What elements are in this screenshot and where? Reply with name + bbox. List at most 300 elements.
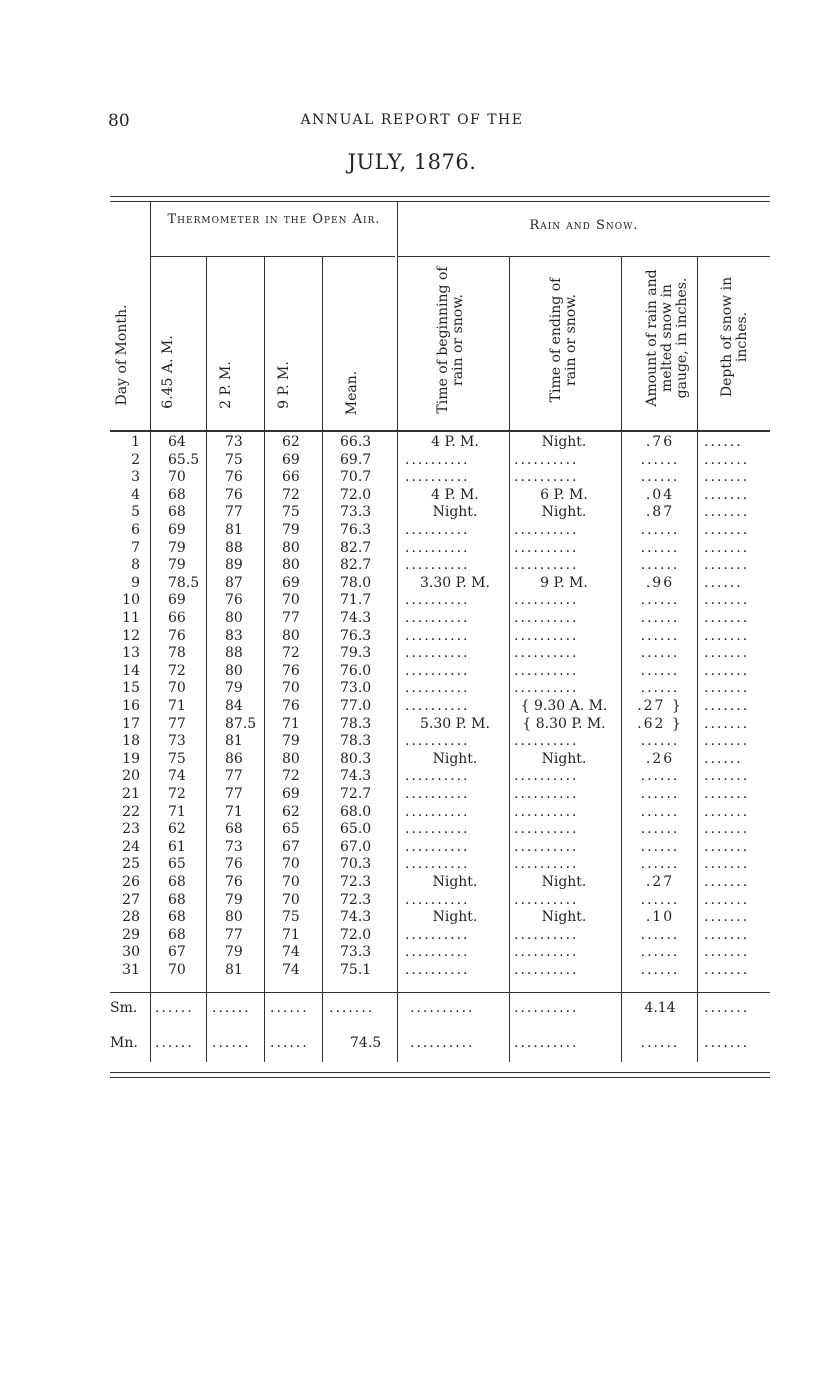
rain-begin-cell: Night. <box>432 750 478 767</box>
mean-row-pm9: ...... <box>270 1035 309 1051</box>
depth-cell: ....... <box>704 874 750 890</box>
column-rule <box>397 201 398 1062</box>
running-head: ANNUAL REPORT OF THE <box>300 112 524 128</box>
day-cell: 26 <box>122 874 140 890</box>
rain-begin-cell: 3.30 P. M. <box>420 574 490 591</box>
sum-row-pm2: ...... <box>212 1000 251 1016</box>
depth-cell: ....... <box>704 715 750 732</box>
rule-bottom-2 <box>110 1077 770 1078</box>
day-cell: 15 <box>122 680 140 697</box>
sum-row-depth: ....... <box>704 1000 750 1016</box>
mean-cell: 79.3 <box>340 645 372 662</box>
day-cell: 22 <box>122 803 140 820</box>
depth-cell: ....... <box>704 733 750 750</box>
rain-begin-cell: Night. <box>432 909 478 926</box>
rain-end-cell: Night. <box>541 504 587 521</box>
rain-begin-cell: .......... <box>405 662 470 679</box>
amount-cell: .62 } <box>637 715 683 732</box>
amount-cell: ...... <box>640 557 680 574</box>
amount-cell: .87 <box>645 504 675 521</box>
mean-cell: 68.0 <box>340 803 372 820</box>
day-cell: 11 <box>122 610 140 626</box>
pm9-cell: 74 <box>282 944 300 961</box>
day-cell: 6 <box>131 522 140 538</box>
rain-end-cell: .......... <box>514 821 579 838</box>
sum-row-pm9: ...... <box>270 1000 309 1016</box>
rain-end-cell: Night. <box>541 434 587 450</box>
depth-cell: ....... <box>704 645 750 662</box>
depth-cell: ....... <box>704 522 750 538</box>
column-rule <box>509 256 510 1062</box>
am-cell: 68 <box>168 504 186 521</box>
rain-begin-cell: .......... <box>405 539 470 556</box>
rain-end-cell: .......... <box>514 838 579 855</box>
rule-header-bottom <box>110 430 770 432</box>
mean-cell: 76.3 <box>340 522 372 538</box>
mean-row-begin: .......... <box>410 1035 475 1051</box>
depth-cell: ....... <box>704 539 750 556</box>
depth-cell: ....... <box>704 592 750 609</box>
amount-cell: .27 <box>645 874 675 890</box>
day-cell: 16 <box>122 698 140 714</box>
amount-cell: ...... <box>640 768 680 785</box>
depth-cell: ...... <box>704 574 743 591</box>
amount-cell: ...... <box>640 627 680 644</box>
amount-cell: ...... <box>640 926 680 943</box>
amount-cell: ...... <box>640 645 680 662</box>
mean-cell: 76.3 <box>340 627 372 644</box>
page-title: JULY, 1876. <box>347 150 477 174</box>
am-cell: 77 <box>168 715 186 732</box>
mean-cell: 65.0 <box>340 821 372 838</box>
column-rule <box>322 256 323 1062</box>
am-cell: 68 <box>168 909 186 926</box>
pm2-cell: 77 <box>225 926 243 943</box>
sum-row-amount: 4.14 <box>644 1000 676 1016</box>
amount-cell: ...... <box>640 944 680 961</box>
pm9-cell: 72 <box>282 768 300 785</box>
pm9-cell: 76 <box>282 662 300 679</box>
amount-cell: ...... <box>640 469 680 486</box>
rule-body-bottom <box>110 992 770 993</box>
pm2-cell: 73 <box>225 434 243 450</box>
rain-end-cell: .......... <box>514 539 579 556</box>
mean-cell: 72.0 <box>340 486 372 503</box>
pm9-cell: 79 <box>282 733 300 750</box>
rain-begin-cell: .......... <box>405 522 470 538</box>
rain-end-cell: .......... <box>514 627 579 644</box>
rain-end-cell: { 9.30 A. M. <box>520 698 608 714</box>
day-cell: 23 <box>122 821 140 838</box>
amount-cell: ...... <box>640 838 680 855</box>
rain-end-cell: .......... <box>514 786 579 802</box>
page-number: 80 <box>108 111 130 131</box>
amount-cell: .96 <box>645 574 675 591</box>
day-cell: 9 <box>131 574 140 591</box>
rain-end-cell: 9 P. M. <box>540 574 588 591</box>
day-cell: 2 <box>131 451 140 468</box>
day-cell: 30 <box>122 944 140 961</box>
pm9-cell: 77 <box>282 610 300 626</box>
mean-cell: 67.0 <box>340 838 372 855</box>
mean-cell: 72.7 <box>340 786 372 802</box>
mean-cell: 72.3 <box>340 874 372 890</box>
pm2-cell: 80 <box>225 909 243 926</box>
day-cell: 14 <box>122 662 140 679</box>
amount-cell: .04 <box>645 486 675 503</box>
am-cell: 68 <box>168 486 186 503</box>
rain-begin-cell: .......... <box>405 891 470 908</box>
day-cell: 1 <box>131 434 140 450</box>
rain-end-cell: .......... <box>514 645 579 662</box>
rain-end-cell: .......... <box>514 592 579 609</box>
rule-bottom-1 <box>110 1072 770 1073</box>
rain-begin-cell: 4 P. M. <box>431 486 479 503</box>
mean-cell: 70.7 <box>340 469 372 486</box>
rain-begin-cell: .......... <box>405 627 470 644</box>
day-cell: 10 <box>122 592 140 609</box>
pm9-cell: 80 <box>282 557 300 574</box>
day-cell: 12 <box>122 627 140 644</box>
rain-end-cell: .......... <box>514 856 579 873</box>
am-cell: 65.5 <box>168 451 200 468</box>
pm2-cell: 75 <box>225 451 243 468</box>
day-cell: 13 <box>122 645 140 662</box>
mean-cell: 74.3 <box>340 610 372 626</box>
pm2-cell: 76 <box>225 592 243 609</box>
rain-begin-cell: .......... <box>405 786 470 802</box>
mean-cell: 73.0 <box>340 680 372 697</box>
pm9-cell: 65 <box>282 821 300 838</box>
pm2-cell: 77 <box>225 768 243 785</box>
depth-cell: ...... <box>704 434 743 450</box>
sum-row-mean: ....... <box>329 1000 375 1016</box>
am-cell: 78 <box>168 645 186 662</box>
depth-cell: ....... <box>704 926 750 943</box>
pm9-cell: 69 <box>282 574 300 591</box>
day-cell: 4 <box>131 486 140 503</box>
pm9-cell: 74 <box>282 962 300 978</box>
rain-end-cell: .......... <box>514 522 579 538</box>
mean-row-depth: ....... <box>704 1035 750 1051</box>
day-cell: 25 <box>122 856 140 873</box>
mean-cell: 78.0 <box>340 574 372 591</box>
rain-end-cell: .......... <box>514 803 579 820</box>
depth-cell: ....... <box>704 768 750 785</box>
rain-begin-cell: .......... <box>405 856 470 873</box>
rain-end-cell: .......... <box>514 662 579 679</box>
pm9-cell: 75 <box>282 504 300 521</box>
rain-begin-cell: .......... <box>405 680 470 697</box>
day-cell: 29 <box>122 926 140 943</box>
pm2-cell: 73 <box>225 838 243 855</box>
day-cell: 24 <box>122 838 140 855</box>
depth-cell: ....... <box>704 838 750 855</box>
header-9-pm: 9 P. M. <box>276 361 292 409</box>
depth-cell: ....... <box>704 627 750 644</box>
header-2-pm: 2 P. M. <box>218 361 234 409</box>
pm9-cell: 71 <box>282 926 300 943</box>
pm9-cell: 76 <box>282 698 300 714</box>
am-cell: 62 <box>168 821 186 838</box>
depth-cell: ...... <box>704 750 743 767</box>
pm9-cell: 72 <box>282 645 300 662</box>
am-cell: 69 <box>168 522 186 538</box>
depth-cell: ....... <box>704 451 750 468</box>
depth-cell: ....... <box>704 944 750 961</box>
pm9-cell: 62 <box>282 434 300 450</box>
header-rain-end: Time of ending of rain or snow. <box>548 277 579 403</box>
pm2-cell: 80 <box>225 662 243 679</box>
pm2-cell: 76 <box>225 469 243 486</box>
rain-end-cell: .......... <box>514 680 579 697</box>
pm9-cell: 69 <box>282 786 300 802</box>
mean-cell: 69.7 <box>340 451 372 468</box>
amount-cell: ...... <box>640 891 680 908</box>
pm9-cell: 67 <box>282 838 300 855</box>
amount-cell: ...... <box>640 733 680 750</box>
pm2-cell: 86 <box>225 750 243 767</box>
amount-cell: ...... <box>640 662 680 679</box>
amount-cell: .76 <box>645 434 675 450</box>
pm9-cell: 80 <box>282 627 300 644</box>
mean-row-am: ...... <box>155 1035 194 1051</box>
rain-begin-cell: Night. <box>432 874 478 890</box>
day-cell: 19 <box>122 750 140 767</box>
rule-top-1 <box>110 196 770 197</box>
depth-cell: ....... <box>704 662 750 679</box>
mean-cell: 76.0 <box>340 662 372 679</box>
pm2-cell: 81 <box>225 733 243 750</box>
depth-cell: ....... <box>704 786 750 802</box>
thermometer-group-header: Thermometer in the Open Air. <box>167 212 381 227</box>
depth-cell: ....... <box>704 680 750 697</box>
header-depth: Depth of snow in inches. <box>719 276 750 398</box>
depth-cell: ....... <box>704 891 750 908</box>
am-cell: 79 <box>168 557 186 574</box>
am-cell: 72 <box>168 786 186 802</box>
depth-cell: ....... <box>704 909 750 926</box>
mean-cell: 73.3 <box>340 504 372 521</box>
depth-cell: ....... <box>704 486 750 503</box>
pm2-cell: 71 <box>225 803 243 820</box>
rain-end-cell: 6 P. M. <box>540 486 588 503</box>
rain-begin-cell: .......... <box>405 926 470 943</box>
pm2-cell: 77 <box>225 786 243 802</box>
amount-cell: ...... <box>640 451 680 468</box>
am-cell: 71 <box>168 803 186 820</box>
am-cell: 66 <box>168 610 186 626</box>
mean-row-label: Mn. <box>110 1035 138 1051</box>
day-of-month-header: Day of Month. <box>114 304 130 406</box>
day-cell: 31 <box>122 962 140 978</box>
am-cell: 67 <box>168 944 186 961</box>
pm2-cell: 76 <box>225 856 243 873</box>
day-cell: 17 <box>122 715 140 732</box>
amount-cell: .26 <box>645 750 675 767</box>
pm9-cell: 79 <box>282 522 300 538</box>
mean-row-pm2: ...... <box>212 1035 251 1051</box>
rain-begin-cell: 4 P. M. <box>431 434 479 450</box>
mean-cell: 77.0 <box>340 698 372 714</box>
am-cell: 72 <box>168 662 186 679</box>
rain-begin-cell: .......... <box>405 962 470 978</box>
amount-cell: ...... <box>640 680 680 697</box>
am-cell: 68 <box>168 874 186 890</box>
pm2-cell: 81 <box>225 962 243 978</box>
pm9-cell: 62 <box>282 803 300 820</box>
mean-cell: 71.7 <box>340 592 372 609</box>
day-cell: 21 <box>122 786 140 802</box>
mean-cell: 70.3 <box>340 856 372 873</box>
rain-begin-cell: 5.30 P. M. <box>420 715 490 732</box>
rain-end-cell: Night. <box>541 874 587 890</box>
column-rule <box>697 256 698 1062</box>
rain-begin-cell: .......... <box>405 803 470 820</box>
pm2-cell: 68 <box>225 821 243 838</box>
mean-cell: 72.0 <box>340 926 372 943</box>
pm9-cell: 70 <box>282 592 300 609</box>
amount-cell: ...... <box>640 786 680 802</box>
rain-begin-cell: .......... <box>405 645 470 662</box>
am-cell: 78.5 <box>168 574 200 591</box>
pm9-cell: 75 <box>282 909 300 926</box>
depth-cell: ....... <box>704 803 750 820</box>
pm2-cell: 88 <box>225 645 243 662</box>
pm2-cell: 87.5 <box>225 715 257 732</box>
pm2-cell: 79 <box>225 944 243 961</box>
rain-end-cell: { 8.30 P. M. <box>522 715 606 732</box>
day-cell: 20 <box>122 768 140 785</box>
pm9-cell: 66 <box>282 469 300 486</box>
mean-cell: 73.3 <box>340 944 372 961</box>
rain-end-cell: .......... <box>514 962 579 978</box>
rule-top-2 <box>110 201 770 202</box>
depth-cell: ....... <box>704 856 750 873</box>
pm2-cell: 83 <box>225 627 243 644</box>
depth-cell: ....... <box>704 821 750 838</box>
depth-cell: ....... <box>704 610 750 626</box>
rain-begin-cell: .......... <box>405 944 470 961</box>
sum-row-begin: .......... <box>410 1000 475 1016</box>
pm9-cell: 70 <box>282 680 300 697</box>
mean-cell: 78.3 <box>340 715 372 732</box>
amount-cell: .10 <box>645 909 675 926</box>
am-cell: 69 <box>168 592 186 609</box>
rain-begin-cell: .......... <box>405 821 470 838</box>
header-rain-begin: Time of beginning of rain or snow. <box>435 266 466 414</box>
am-cell: 64 <box>168 434 186 450</box>
pm2-cell: 76 <box>225 486 243 503</box>
depth-cell: ....... <box>704 557 750 574</box>
pm2-cell: 80 <box>225 610 243 626</box>
pm9-cell: 72 <box>282 486 300 503</box>
rain-end-cell: .......... <box>514 944 579 961</box>
column-rule <box>150 201 151 1062</box>
am-cell: 79 <box>168 539 186 556</box>
pm2-cell: 88 <box>225 539 243 556</box>
am-cell: 70 <box>168 962 186 978</box>
rain-begin-cell: .......... <box>405 592 470 609</box>
mean-row-amount: ...... <box>640 1035 680 1051</box>
rain-end-cell: .......... <box>514 469 579 486</box>
pm9-cell: 80 <box>282 539 300 556</box>
day-cell: 27 <box>122 891 140 908</box>
am-cell: 65 <box>168 856 186 873</box>
depth-cell: ....... <box>704 504 750 521</box>
amount-cell: ...... <box>640 821 680 838</box>
amount-cell: ...... <box>640 539 680 556</box>
pm2-cell: 77 <box>225 504 243 521</box>
amount-cell: ...... <box>640 856 680 873</box>
rain-begin-cell: .......... <box>405 469 470 486</box>
day-cell: 7 <box>131 539 140 556</box>
am-cell: 75 <box>168 750 186 767</box>
mean-cell: 82.7 <box>340 539 372 556</box>
am-cell: 70 <box>168 680 186 697</box>
am-cell: 68 <box>168 926 186 943</box>
day-cell: 5 <box>131 504 140 521</box>
pm9-cell: 70 <box>282 856 300 873</box>
mean-cell: 74.3 <box>340 768 372 785</box>
rain-begin-cell: .......... <box>405 610 470 626</box>
pm9-cell: 71 <box>282 715 300 732</box>
amount-cell: ...... <box>640 803 680 820</box>
mean-cell: 78.3 <box>340 733 372 750</box>
rain-begin-cell: .......... <box>405 768 470 785</box>
rain-begin-cell: .......... <box>405 557 470 574</box>
header-amount: Amount of rain and melted snow in gauge, in inches. <box>644 269 690 407</box>
am-cell: 73 <box>168 733 186 750</box>
day-cell: 8 <box>131 557 140 574</box>
rule-thermo-group <box>150 256 395 257</box>
mean-cell: 75.1 <box>340 962 372 978</box>
pm9-cell: 70 <box>282 891 300 908</box>
column-rule <box>264 256 265 1062</box>
depth-cell: ....... <box>704 469 750 486</box>
am-cell: 76 <box>168 627 186 644</box>
depth-cell: ....... <box>704 962 750 978</box>
amount-cell: ...... <box>640 962 680 978</box>
rain-begin-cell: Night. <box>432 504 478 521</box>
pm2-cell: 79 <box>225 891 243 908</box>
amount-cell: .27 } <box>637 698 683 714</box>
mean-row-end: .......... <box>514 1035 579 1051</box>
sum-row-end: .......... <box>514 1000 579 1016</box>
pm2-cell: 89 <box>225 557 243 574</box>
am-cell: 71 <box>168 698 186 714</box>
column-rule <box>206 256 207 1062</box>
am-cell: 68 <box>168 891 186 908</box>
rain-begin-cell: .......... <box>405 838 470 855</box>
rain-end-cell: .......... <box>514 557 579 574</box>
rain-end-cell: Night. <box>541 750 587 767</box>
pm9-cell: 70 <box>282 874 300 890</box>
pm2-cell: 76 <box>225 874 243 890</box>
mean-cell: 74.3 <box>340 909 372 926</box>
am-cell: 61 <box>168 838 186 855</box>
pm9-cell: 80 <box>282 750 300 767</box>
amount-cell: ...... <box>640 522 680 538</box>
rain-end-cell: .......... <box>514 768 579 785</box>
rain-end-cell: .......... <box>514 451 579 468</box>
rain-end-cell: .......... <box>514 891 579 908</box>
rain-snow-group-header: Rain and Snow. <box>529 218 639 233</box>
column-rule <box>621 256 622 1062</box>
rain-end-cell: Night. <box>541 909 587 926</box>
day-cell: 28 <box>122 909 140 926</box>
mean-cell: 66.3 <box>340 434 372 450</box>
